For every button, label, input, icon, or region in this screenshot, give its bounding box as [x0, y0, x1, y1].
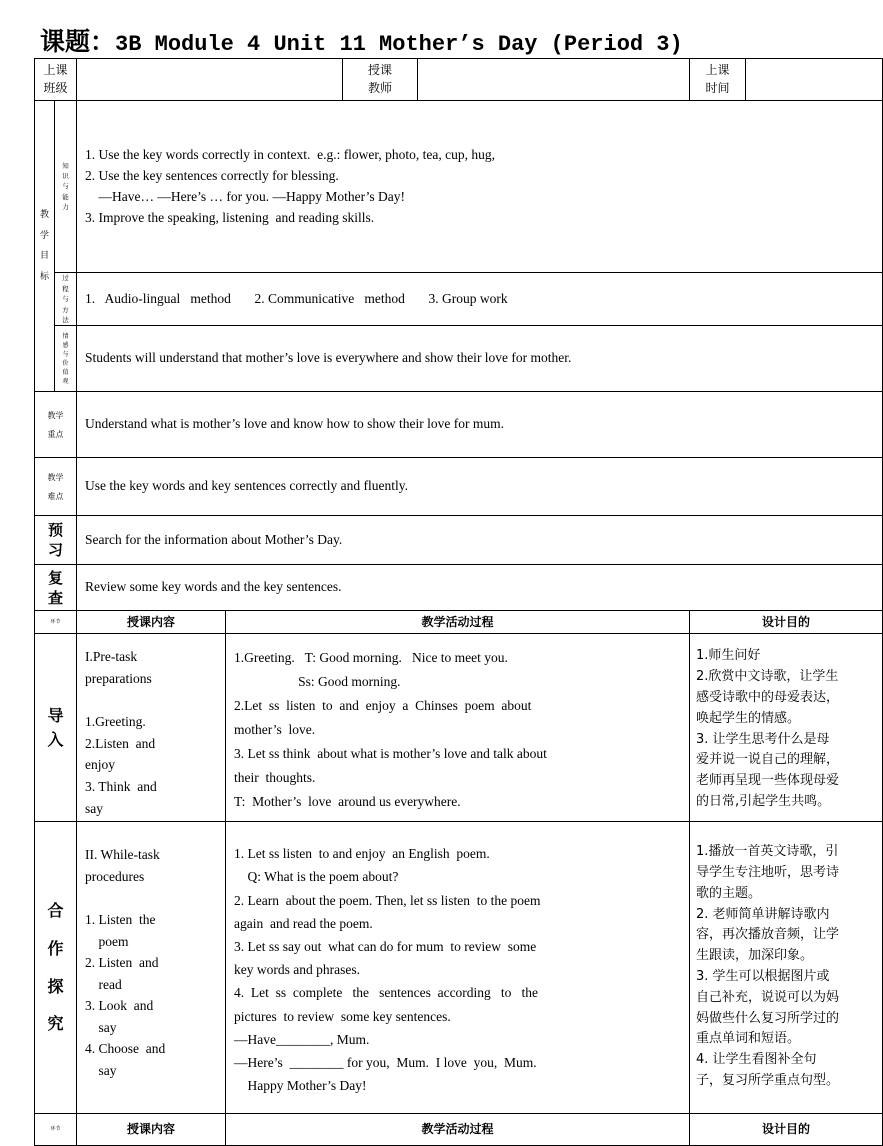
lesson-title [40, 22, 683, 58]
title-prefix: 课题： [40, 27, 116, 56]
stage-header: 环节 [35, 611, 77, 634]
emotion-objectives: Students will understand that mother’s love is everywhere and show their love for mother. [77, 326, 883, 392]
footer-process-header: 教学活动过程 [226, 1114, 690, 1146]
section-content: I.Pre-task preparations 1.Greeting. 2.Listen and enjoy 3. Think and say [77, 634, 226, 822]
key-point-row [35, 392, 883, 458]
time-label: 上课 时间 [690, 59, 746, 101]
objectives-emotion-row [35, 326, 883, 392]
process-label: 过 程 与 方 法 [55, 273, 77, 326]
key-point-label: 教学 重点 [35, 392, 77, 458]
class-label: 上课 班级 [35, 59, 77, 101]
section-row [35, 634, 883, 822]
preview-row [35, 516, 883, 565]
knowledge-label: 知 识 与 能 力 [55, 101, 77, 273]
review-label: 复 查 [35, 565, 77, 611]
difficult-point-label: 教学 难点 [35, 458, 77, 516]
header-row [35, 59, 883, 101]
teacher-label: 授课 教师 [343, 59, 418, 101]
footer-stage-header: 环节 [35, 1114, 77, 1146]
section-purpose: 1.师生问好 2.欣赏中文诗歌，让学生 感受诗歌中的母爱表达， 唤起学生的情感。 3. 让学生思考什么是母 爱并说一说自己的理解， 老师再呈现一些体现母爱 的日常,引起学生共鸣。 [690, 634, 883, 822]
section-content: II. While-task procedures 1. Listen the poem 2. Listen and read 3. Look and say 4. Choose and say [77, 822, 226, 1114]
difficult-point-text: Use the key words and key sentences correctly and fluently. [77, 458, 883, 516]
section-process: 1. Let ss listen to and enjoy an English poem. Q: What is the poem about? 2. Learn about the poem. Then, let ss listen to the poem again and read the poem. 3. Let ss say out what can do for mum to review some key words and phrases. 4. Let ss complete the sentences according to the pictures to review some key sentences. —Have________, Mum. —Here’s ________ for you, Mum. I love you, Mum. Happy Mother’s Day! [226, 822, 690, 1114]
key-point-text: Understand what is mother’s love and know how to show their love for mum. [77, 392, 883, 458]
preview-text: Search for the information about Mother’s Day. [77, 516, 883, 565]
section-stage-label: 合 作 探 究 [35, 822, 77, 1114]
section-row [35, 822, 883, 1114]
emotion-label: 情 感 与 价 值 观 [55, 326, 77, 392]
footer-purpose-header: 设计目的 [690, 1114, 883, 1146]
objectives-group-label: 教 学 目 标 [35, 101, 55, 392]
section-purpose: 1.播放一首英文诗歌，引 导学生专注地听，思考诗 歌的主题。 2. 老师简单讲解诗歌内 容，再次播放音频，让学 生跟读，加深印象。 3. 学生可以根据图片或 自己补充，说说可以为妈 妈做些什么复习所学过的 重点单词和短语。 4. 让学生看图补全句 子，复习所学重点句型。 [690, 822, 883, 1114]
purpose-header: 设计目的 [690, 611, 883, 634]
knowledge-objectives: 1. Use the key words correctly in context. e.g.: flower, photo, tea, cup, hug, 2. Use the key sentences correctly for blessing. —Have… —Here’s … for you. —Happy Mother’s Day! 3. Improve the speaking, listening and reading skills. [77, 101, 883, 273]
content-header: 授课内容 [77, 611, 226, 634]
objectives-process-row [35, 273, 883, 326]
class-value[interactable] [77, 59, 343, 101]
footer-header-row [35, 1114, 883, 1146]
review-row [35, 565, 883, 611]
teacher-value[interactable] [418, 59, 690, 101]
footer-content-header: 授课内容 [77, 1114, 226, 1146]
time-value[interactable] [746, 59, 883, 101]
lesson-plan-table [34, 58, 883, 1146]
objectives-knowledge-row [35, 101, 883, 273]
section-stage-label: 导 入 [35, 634, 77, 822]
process-header: 教学活动过程 [226, 611, 690, 634]
process-objectives: 1. Audio-lingual method 2. Communicative method 3. Group work [77, 273, 883, 326]
column-header-row [35, 611, 883, 634]
preview-label: 预 习 [35, 516, 77, 565]
title-text: 3B Module 4 Unit 11 Mother’s Day (Period 3) [115, 32, 683, 57]
difficult-point-row [35, 458, 883, 516]
section-process: 1.Greeting. T: Good morning. Nice to meet you. Ss: Good morning. 2.Let ss listen to and enjoy a Chinses poem about mother’s love. 3. Let ss think about what is mother’s love and talk about their thoughts. T: Mother’s love around us everywhere. [226, 634, 690, 822]
review-text: Review some key words and the key sentences. [77, 565, 883, 611]
